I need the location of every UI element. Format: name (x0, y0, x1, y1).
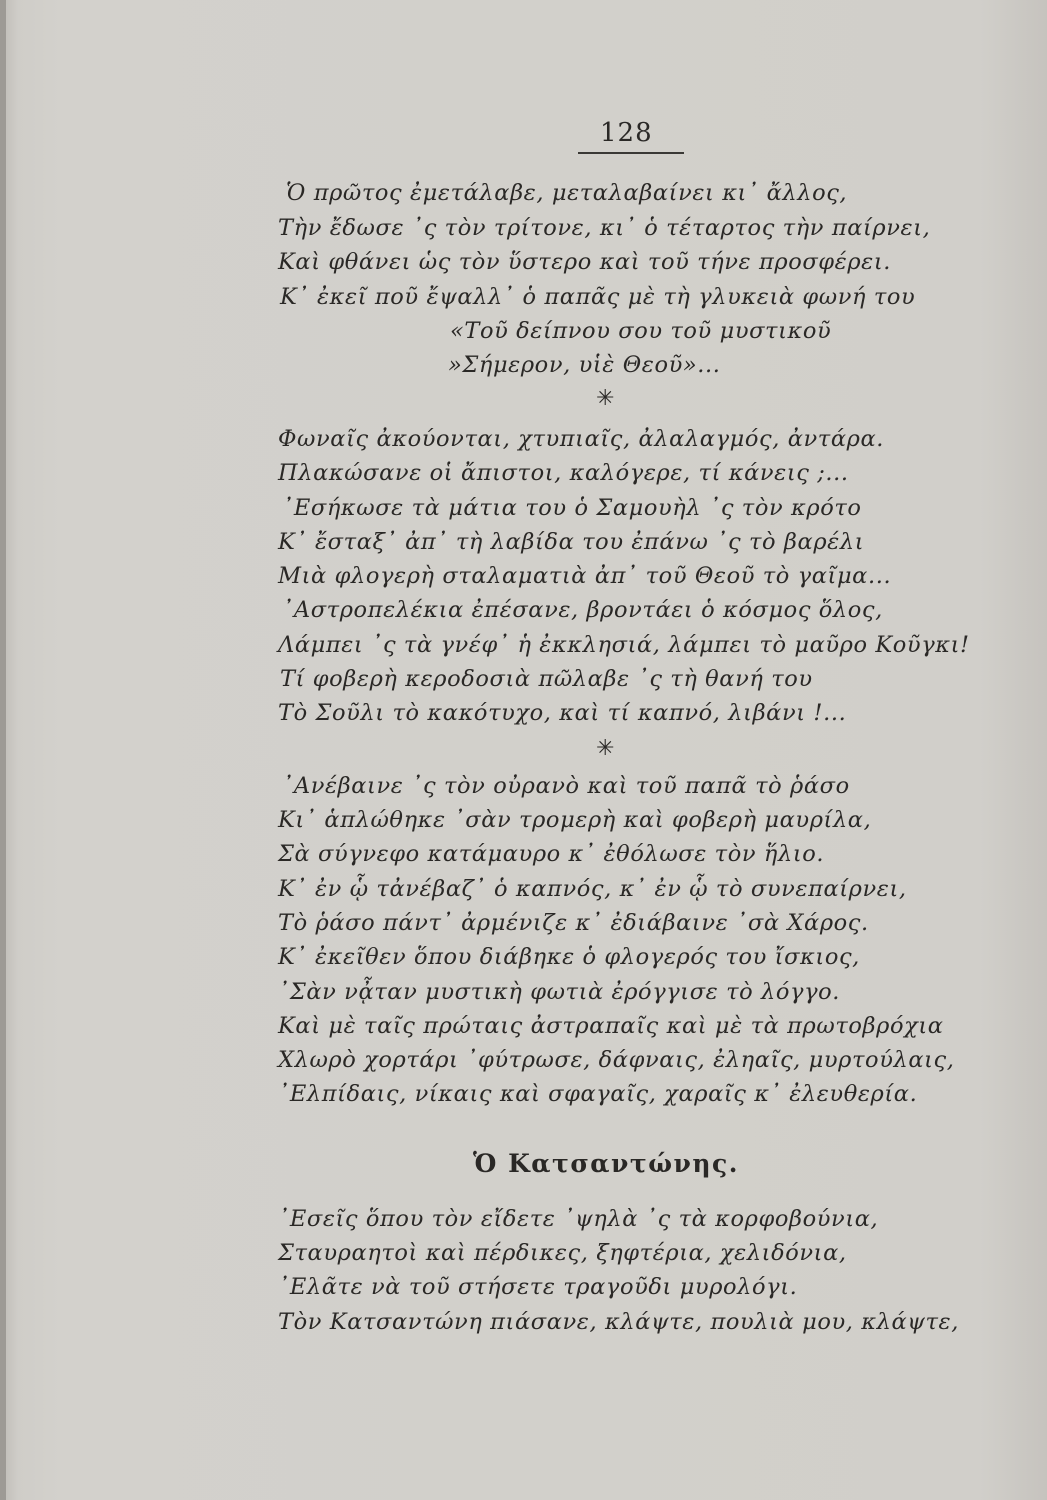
stanza1-line-1: Ὁ πρῶτος ἐμετάλαβε, μεταλαβαίνει κι᾽ ἄλλος, (286, 180, 848, 206)
stanza2-line-9: Τὸ Σοῦλι τὸ κακότυχο, καὶ τί καπνό, λιβάνι !... (278, 700, 847, 726)
stanza3-line-2: Κι᾽ ἁπλώθηκε ᾽σὰν τρομερὴ καὶ φοβερὴ μαυρίλα, (278, 807, 872, 833)
poem-title: Ὁ Κατσαντώνης. (473, 1149, 739, 1178)
stanza4-line-4: Τὸν Κατσαντώνη πιάσανε, κλάψτε, πουλιὰ μου, κλάψτε, (278, 1309, 959, 1335)
page-number: 128 (600, 118, 653, 148)
stanza2-line-4: Κ᾽ ἔσταξ᾽ ἀπ᾽ τὴ λαβίδα του ἐπάνω ᾽ς τὸ βαρέλι (278, 529, 865, 555)
stanza4-line-2: Σταυραητοὶ καὶ πέρδικες, ξηφτέρια, χελιδόνια, (278, 1240, 847, 1266)
stanza2-line-7: Λάμπει ᾽ς τὰ γνέφ᾽ ἡ ἐκκλησιά, λάμπει τὸ μαῦρο Κοῦγκι! (278, 632, 970, 658)
stanza3-line-3: Σὰ σύγνεφο κατάμαυρο κ᾽ ἐθόλωσε τὸν ἥλιο. (278, 841, 825, 867)
stanza1-line-5: «Τοῦ δείπνου σου τοῦ μυστικοῦ (450, 318, 832, 344)
stanza3-line-7: ᾽Σὰν νᾆταν μυστικὴ φωτιὰ ἐρόγγισε τὸ λόγγο. (278, 979, 841, 1005)
stanza2-line-8: Τί φοβερὴ κεροδοσιὰ πῶλαβε ᾽ς τὴ θανή του (280, 666, 813, 692)
stanza4-line-3: ᾽Ελᾶτε νὰ τοῦ στήσετε τραγοῦδι μυρολόγι. (278, 1274, 798, 1300)
stanza3-line-6: Κ᾽ ἐκεῖθεν ὅπου διάβηκε ὁ φλογερός του ἴσκιος, (278, 944, 860, 970)
stanza2-line-2: Πλακώσανε οἱ ἄπιστοι, καλόγερε, τί κάνεις ;... (278, 460, 849, 486)
stanza3-line-4: Κ᾽ ἐν ᾧ τἀνέβαζ᾽ ὁ καπνός, κ᾽ ἐν ᾧ τὸ συνεπαίρνει, (278, 876, 907, 902)
asterisk-ornament-icon: ✳ (596, 736, 615, 761)
asterisk-ornament-icon: ✳ (596, 386, 615, 411)
stanza3-line-9: Χλωρὸ χορτάρι ᾽φύτρωσε, δάφναις, ἐληαῖς, μυρτούλαις, (278, 1047, 955, 1073)
page-number-rule (578, 152, 684, 154)
page-binding-edge (0, 0, 6, 1500)
stanza3-line-8: Καὶ μὲ ταῖς πρώταις ἀστραπαῖς καὶ μὲ τὰ πρωτοβρόχια (278, 1013, 944, 1039)
stanza2-line-1: Φωναῖς ἀκούονται, χτυπιαῖς, ἀλαλαγμός, ἀντάρα. (278, 426, 885, 452)
stanza2-line-5: Μιὰ φλογερὴ σταλαματιὰ ἀπ᾽ τοῦ Θεοῦ τὸ γαῖμα... (278, 563, 892, 589)
stanza2-line-6: ᾽Αστροπελέκια ἐπέσανε, βροντάει ὁ κόσμος ὅλος, (282, 597, 883, 623)
stanza3-line-1: ᾽Ανέβαινε ᾽ς τὸν οὐρανὸ καὶ τοῦ παπᾶ τὸ ῥάσο (282, 773, 850, 799)
stanza2-line-3: ᾽Εσήκωσε τὰ μάτια του ὁ Σαμουὴλ ᾽ς τὸν κρότο (282, 495, 862, 521)
stanza1-line-3: Καὶ φθάνει ὡς τὸν ὕστερο καὶ τοῦ τήνε προσφέρει. (278, 249, 892, 275)
stanza3-line-10: ᾽Ελπίδαις, νίκαις καὶ σφαγαῖς, χαραῖς κ᾽ ἐλευθερία. (278, 1081, 918, 1107)
stanza4-line-1: ᾽Εσεῖς ὅπου τὸν εἴδετε ᾽ψηλὰ ᾽ς τὰ κορφοβούνια, (278, 1206, 879, 1232)
stanza1-line-4: Κ᾽ ἐκεῖ ποῦ ἔψαλλ᾽ ὁ παπᾶς μὲ τὴ γλυκειὰ φωνή του (280, 284, 916, 310)
stanza1-line-2: Τὴν ἔδωσε ᾽ς τὸν τρίτονε, κι᾽ ὁ τέταρτος τὴν παίρνει, (278, 215, 931, 241)
stanza1-line-6: »Σήμερον, υἱὲ Θεοῦ»... (448, 352, 721, 378)
stanza3-line-5: Τὸ ῥάσο πάντ᾽ ἀρμένιζε κ᾽ ἐδιάβαινε ᾽σὰ Χάρος. (278, 910, 869, 936)
